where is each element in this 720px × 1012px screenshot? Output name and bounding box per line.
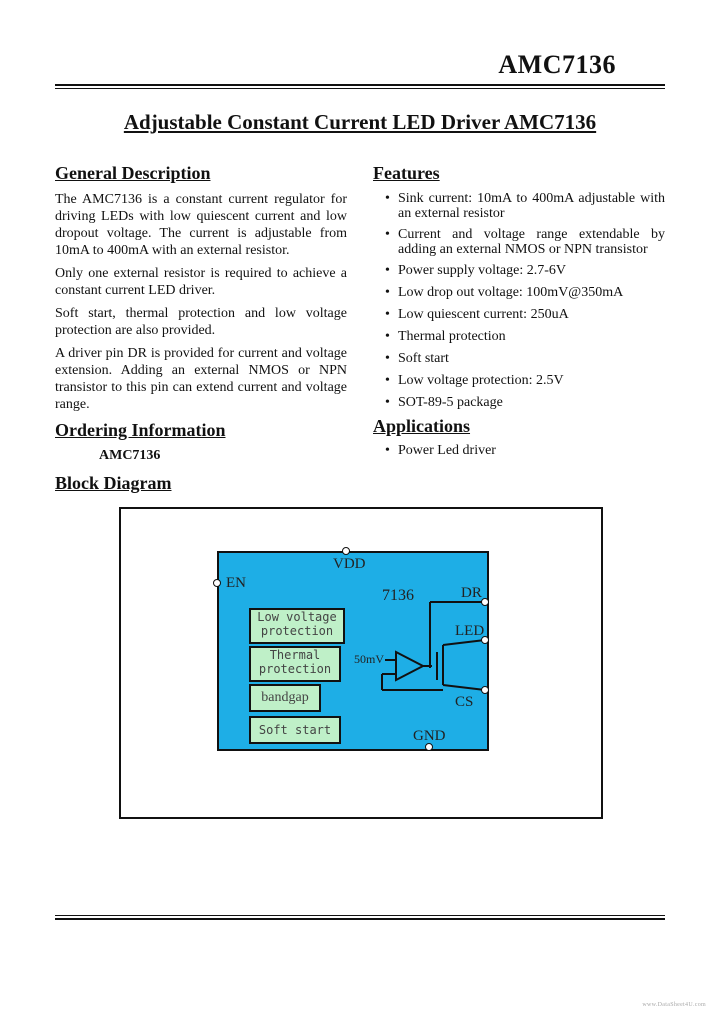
- source-wire: [443, 685, 485, 690]
- pin-en-label: EN: [226, 575, 246, 591]
- application-item: • Power Led driver: [373, 443, 665, 458]
- feature-item: • SOT-89-5 package: [373, 395, 665, 410]
- part-number-header: AMC7136: [498, 50, 616, 79]
- feature-item: • Power supply voltage: 2.7-6V: [373, 263, 665, 278]
- pin-cs-label: CS: [455, 694, 474, 710]
- feature-item: • Low quiescent current: 250uA: [373, 307, 665, 322]
- description-paragraph: The AMC7136 is a constant current regulator for driving LEDs with low quiescent current and low dropout voltage. The current is adjustable from 10mA to 400mA with an external resistor.: [55, 192, 347, 258]
- pin-gnd-label: GND: [413, 728, 446, 744]
- soft-start-block: Soft start: [249, 716, 341, 744]
- ordering-part: AMC7136: [99, 448, 161, 463]
- watermark: www.DataSheet4U.com: [642, 1002, 706, 1008]
- description-paragraph: Only one external resistor is required to achieve a constant current LED driver.: [55, 266, 347, 298]
- pin-led-label: LED: [455, 623, 485, 639]
- general-description-heading: General Description: [55, 163, 211, 183]
- low-voltage-protection-block: [249, 608, 345, 644]
- pin-en-marker: [213, 579, 221, 587]
- footer-rule: [55, 918, 665, 920]
- feature-item: • Thermal protection: [373, 329, 665, 344]
- bandgap-block: bandgap: [249, 684, 321, 712]
- block-label: Low voltage: [257, 610, 337, 624]
- applications-heading: Applications: [373, 416, 471, 436]
- block-label: protection: [260, 624, 334, 638]
- feature-item: • Current and voltage range extendable by adding an external NMOS or NPN transistor: [373, 227, 665, 257]
- block-diagram-heading: Block Diagram: [55, 473, 172, 493]
- pin-dr-marker: [481, 598, 489, 606]
- drain-wire: [443, 640, 485, 645]
- feature-item: • Soft start: [373, 351, 665, 366]
- pin-cs-marker: [481, 686, 489, 694]
- footer-rule-thin: [55, 915, 665, 916]
- ordering-information-heading: Ordering Information: [55, 420, 226, 440]
- description-paragraph: Soft start, thermal protection and low voltage protection are also provided.: [55, 306, 347, 338]
- opamp-symbol: [396, 652, 423, 680]
- feature-item: • Low drop out voltage: 100mV@350mA: [373, 285, 665, 300]
- document-title: Adjustable Constant Current LED Driver AMC7136: [123, 110, 597, 134]
- chip-label: 7136: [382, 587, 414, 604]
- block-label: protection: [258, 662, 332, 676]
- features-heading: Features: [373, 163, 440, 183]
- pin-dr-label: DR: [461, 585, 482, 601]
- description-paragraph: A driver pin DR is provided for current and voltage extension. Adding an external NMOS or NPN transistor to this pin can extend current and voltage range.: [55, 346, 347, 412]
- feature-item: • Sink current: 10mA to 400mA adjustable with an external resistor: [373, 191, 665, 221]
- thermal-protection-block: [249, 646, 341, 682]
- feature-item: • Low voltage protection: 2.5V: [373, 373, 665, 388]
- reference-label: 50mV: [354, 652, 384, 666]
- block-label: Thermal: [269, 648, 321, 662]
- pin-vdd-label: VDD: [333, 556, 366, 572]
- pin-vdd-marker: [342, 547, 350, 555]
